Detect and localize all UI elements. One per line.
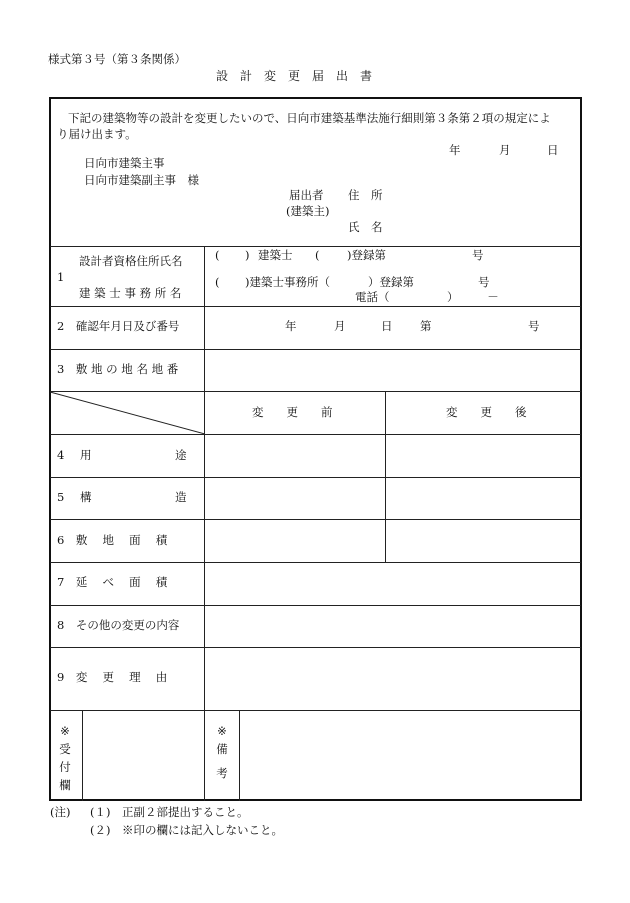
r1-registration: )登録第 — [347, 248, 386, 262]
uketsuke-mark: ※ — [60, 724, 70, 738]
row-divider — [50, 306, 581, 307]
r1b-registration: ）登録第 — [368, 275, 414, 289]
row4-number: 4 — [57, 448, 65, 462]
row-divider — [50, 647, 581, 648]
row4-label-a: 用 — [80, 448, 92, 462]
label-column-divider — [204, 246, 205, 801]
row-divider — [50, 605, 581, 606]
intro-line-2: り届け出ます。 — [57, 127, 137, 141]
r2-go: 号 — [528, 319, 540, 333]
r1-paren-open: ( — [215, 248, 220, 262]
row7-label: 7 延 べ 面 積 — [57, 575, 168, 589]
row-divider — [50, 477, 581, 478]
row6-label: 6 敷 地 面 積 — [57, 533, 168, 547]
row1-number: 1 — [57, 270, 65, 284]
row-divider — [50, 562, 581, 563]
before-after-divider — [385, 391, 386, 562]
r1b-paren-open: ( — [215, 275, 220, 289]
addressee-2: 日向市建築副主事 様 — [84, 173, 199, 187]
note-2: (２) ※印の欄には記入しないこと。 — [90, 823, 283, 837]
name-label: 氏 名 — [348, 220, 383, 234]
r2-year: 年 — [285, 319, 297, 333]
r1-paren-close: ) — [245, 248, 250, 262]
applicant-label: 届出者 — [289, 188, 324, 202]
row8-label: 8 その他の変更の内容 — [57, 618, 180, 632]
row5-label-b: 造 — [175, 490, 187, 504]
row2-label: 2 確認年月日及び番号 — [57, 319, 180, 333]
form-title: 設 計 変 更 届 出 書 — [216, 69, 373, 83]
r1-kenchikushi: 建築士 — [258, 248, 293, 262]
r1b-office: )建築士事務所（ — [245, 275, 330, 289]
r1-paren-open-2: ( — [315, 248, 320, 262]
r2-month: 月 — [334, 319, 346, 333]
date-year: 年 — [449, 143, 461, 157]
diagonal-line — [50, 391, 205, 435]
r2-dai: 第 — [420, 319, 432, 333]
form-frame — [49, 97, 582, 801]
row-divider — [50, 519, 581, 520]
biko-divider — [239, 710, 240, 801]
before-header: 変 更 前 — [252, 405, 333, 419]
r2-day: 日 — [381, 319, 393, 333]
row5-label-a: 構 — [80, 490, 92, 504]
intro-line-1: 下記の建築物等の設計を変更したいので、日向市建築基準法施行細則第３条第２項の規定によ — [68, 111, 551, 125]
date-month: 月 — [499, 143, 511, 157]
note-1: (１) 正副２部提出すること。 — [90, 805, 249, 819]
row1-label-a: 設計者資格住所氏名 — [79, 254, 183, 268]
uketsuke-char: 受 — [59, 742, 71, 756]
row-divider — [50, 246, 581, 247]
row1-label-b: 建 築 士 事 務 所 名 — [79, 286, 182, 300]
biko-mark: ※ — [217, 724, 227, 738]
applicant-sub: (建築主) — [286, 204, 330, 218]
row-divider — [50, 349, 581, 350]
after-header: 変 更 後 — [446, 405, 527, 419]
r1-go: 号 — [472, 248, 484, 262]
addressee-1: 日向市建築主事 — [84, 156, 165, 170]
form-number: 様式第３号（第３条関係） — [48, 52, 186, 66]
uketsuke-char: 欄 — [59, 778, 71, 792]
row4-label-b: 途 — [175, 448, 187, 462]
uketsuke-cell — [55, 722, 75, 794]
address-label: 住 所 — [348, 188, 383, 202]
r1-phone: 電話（ ） － — [355, 290, 499, 304]
biko-char: 考 — [216, 766, 228, 780]
row9-label: 9 変 更 理 由 — [57, 670, 168, 684]
biko-char: 備 — [216, 742, 228, 756]
uketsuke-divider — [82, 710, 83, 801]
row-divider — [50, 710, 581, 711]
row3-label: 3 敷 地 の 地 名 地 番 — [57, 362, 179, 376]
row5-number: 5 — [57, 490, 65, 504]
notes-head: (注) — [50, 805, 71, 819]
biko-cell — [212, 722, 232, 782]
date-day: 日 — [547, 143, 559, 157]
uketsuke-char: 付 — [59, 760, 71, 774]
r1b-go: 号 — [478, 275, 490, 289]
